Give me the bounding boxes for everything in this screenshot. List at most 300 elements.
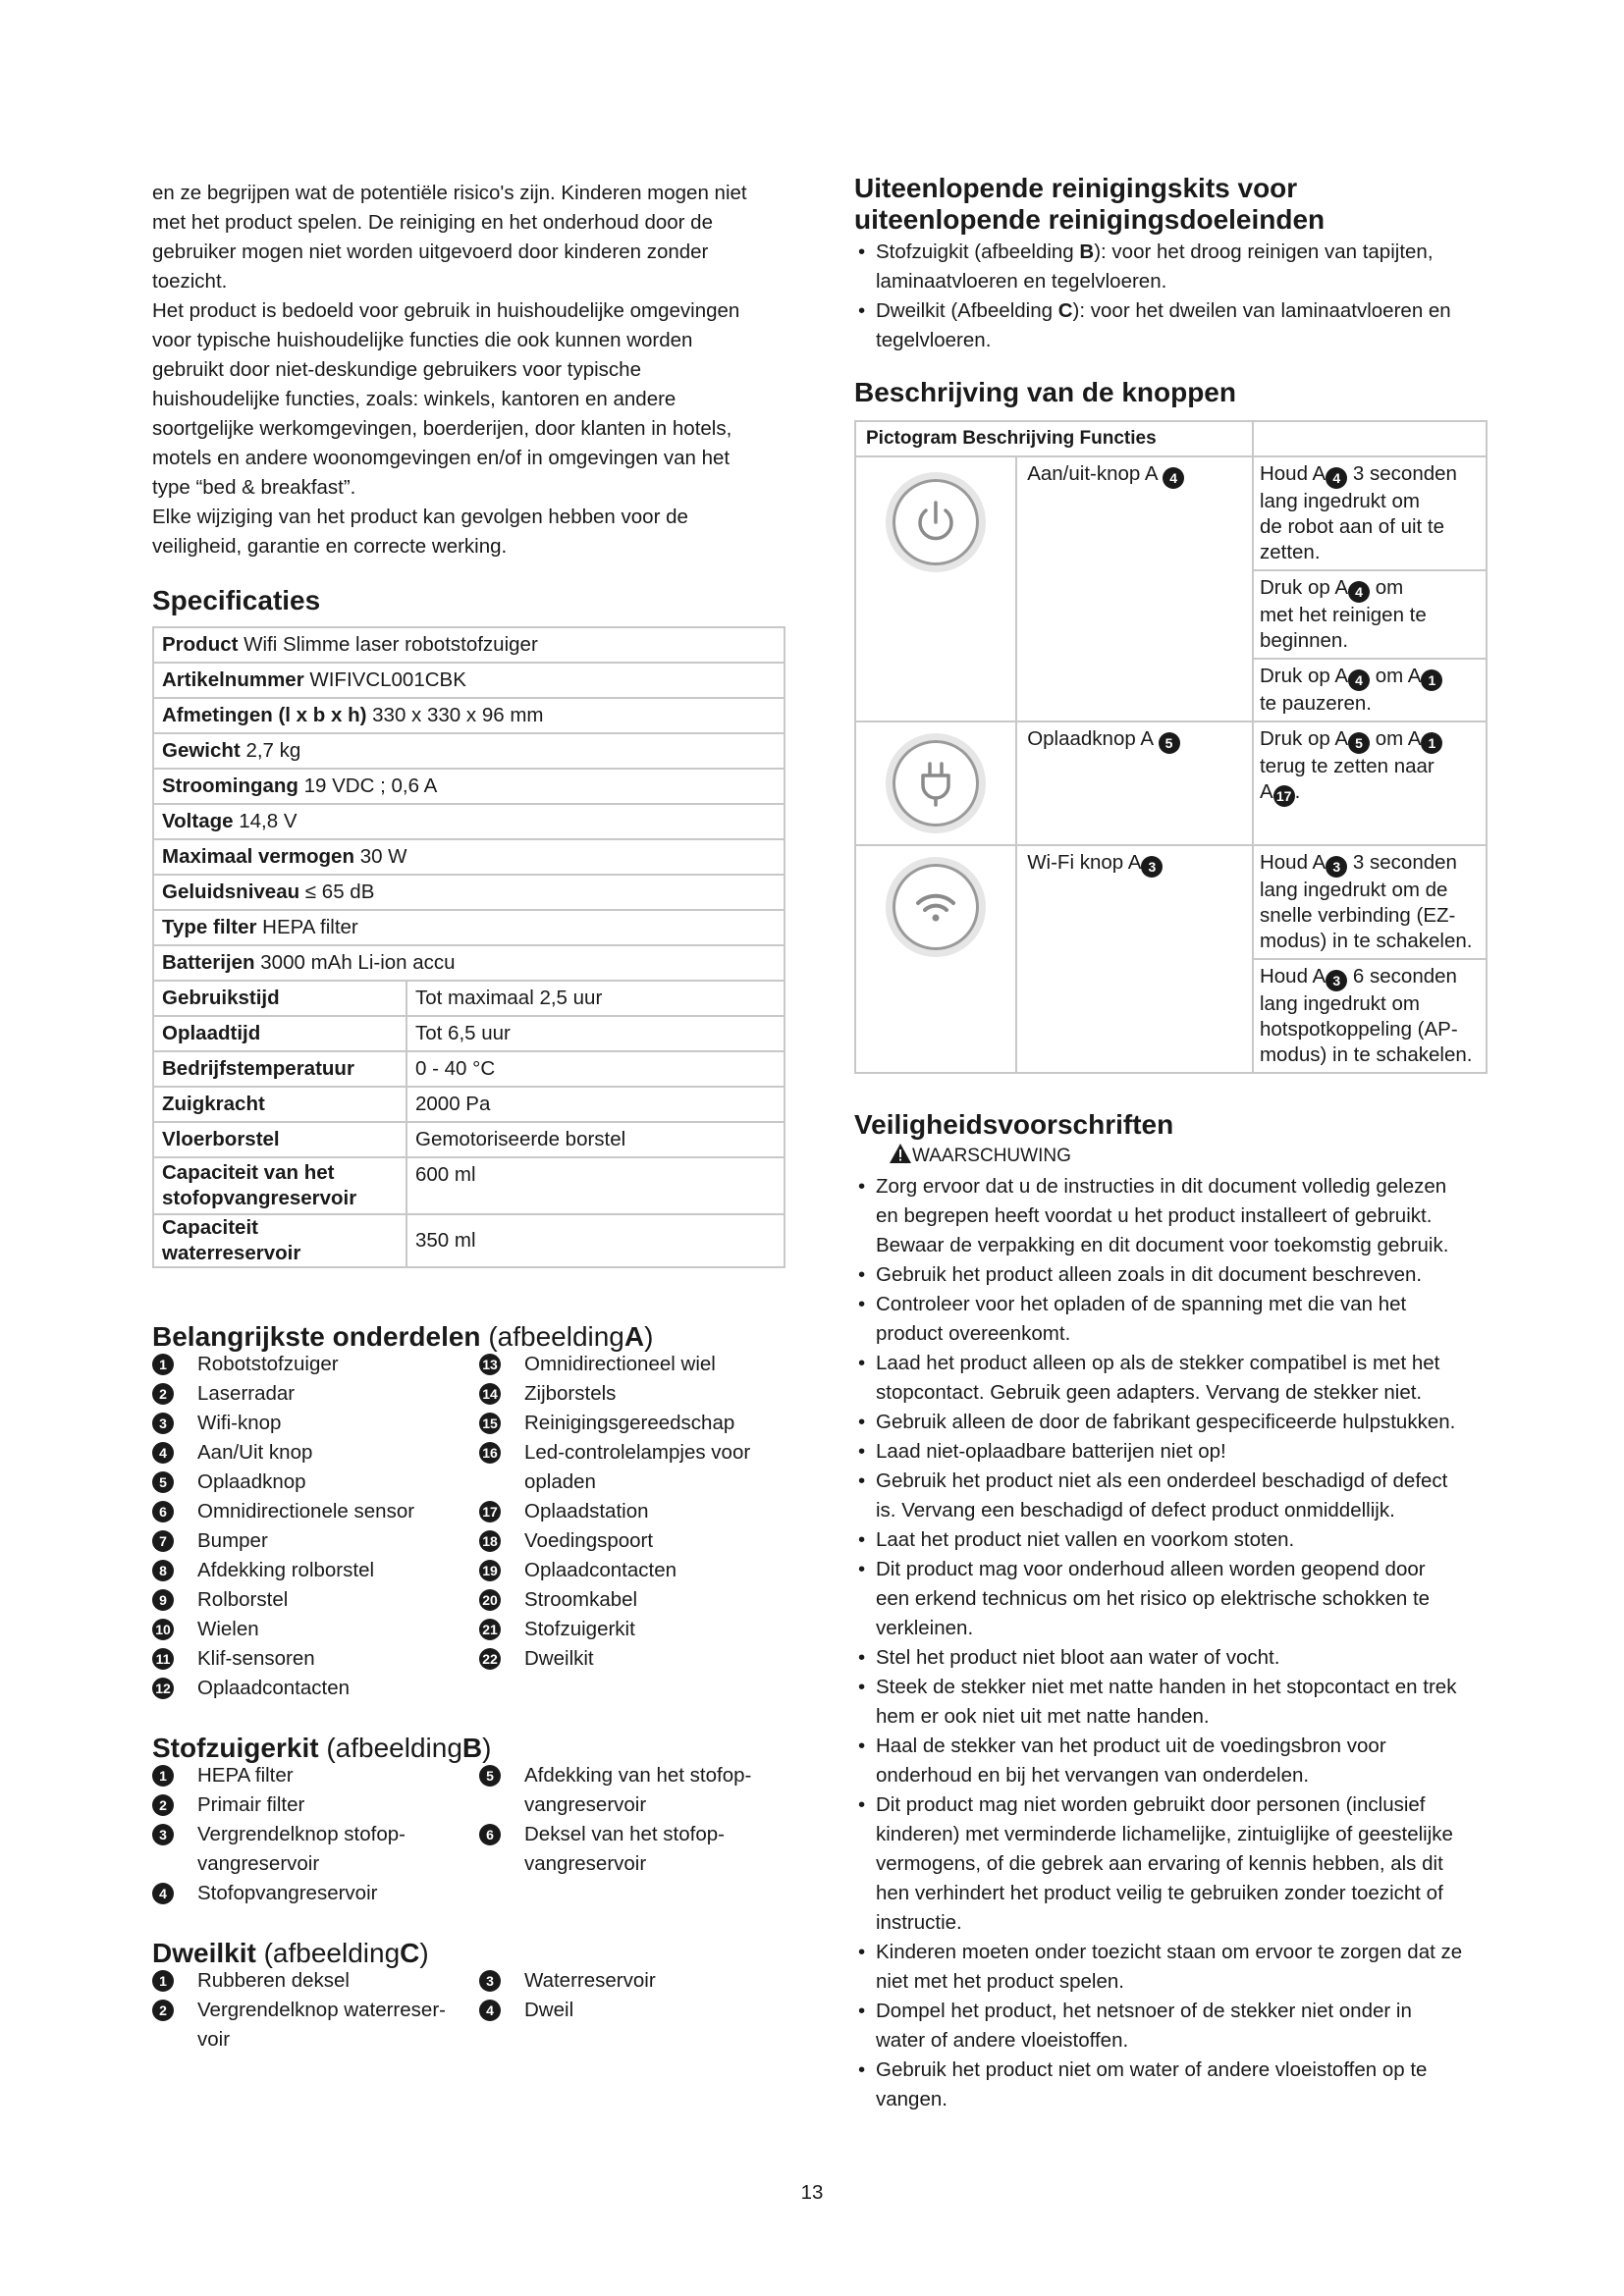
fn-text: te pauzeren. bbox=[1259, 692, 1372, 715]
kits-item-line2: laminaatvloeren en tegelvloeren. bbox=[876, 270, 1167, 293]
mopkit-suffix: (afbeelding bbox=[263, 1938, 401, 1968]
charge-plug-icon bbox=[893, 740, 979, 827]
list-item bbox=[152, 1879, 466, 1908]
list-item bbox=[152, 1966, 466, 1996]
button-function bbox=[1253, 959, 1487, 1073]
list-item bbox=[152, 1615, 466, 1644]
safety-line: Gebruik alleen de door de fabrikant gespecificeerde hulpstukken. bbox=[876, 1411, 1456, 1433]
safety-line: Kinderen moeten onder toezicht staan om ervoor te zorgen dat ze bbox=[876, 1941, 1463, 1963]
fn-num: 1 bbox=[1421, 732, 1442, 754]
page-number: 13 bbox=[800, 2181, 824, 2204]
list-item bbox=[479, 1761, 793, 1820]
buttons-table bbox=[854, 420, 1488, 1074]
item-label-cont: vangreservoir bbox=[524, 1852, 647, 1875]
item-number: 19 bbox=[479, 1560, 501, 1581]
list-item bbox=[479, 1996, 793, 2025]
item-label: Afdekking van het stofop- bbox=[524, 1764, 752, 1787]
list-item bbox=[152, 1761, 466, 1790]
kits-title-line2: uiteenlopende reinigingsdoeleinden bbox=[854, 204, 1326, 235]
spec-label: Vloerborstel bbox=[153, 1122, 406, 1157]
fn-text: 3 seconden bbox=[1347, 851, 1457, 874]
vacuumkit-list-right bbox=[479, 1761, 793, 1879]
safety-item bbox=[854, 1790, 1502, 1938]
fn-num: 4 bbox=[1348, 581, 1370, 603]
item-label: Omnidirectioneel wiel bbox=[524, 1353, 716, 1375]
item-label: Stroomkabel bbox=[524, 1588, 638, 1611]
list-item bbox=[479, 1526, 793, 1556]
fn-text: A bbox=[1259, 780, 1273, 803]
item-label: Rolborstel bbox=[197, 1588, 289, 1611]
spec-cell bbox=[153, 769, 785, 804]
mopkit-list-left bbox=[152, 1966, 466, 2055]
item-label: Oplaadcontacten bbox=[524, 1559, 677, 1581]
list-item bbox=[152, 1497, 466, 1526]
spec-label: Gebruikstijd bbox=[153, 981, 406, 1016]
safety-item bbox=[854, 1467, 1502, 1525]
button-name: Oplaadknop A bbox=[1027, 727, 1153, 750]
wifi-icon-cell bbox=[855, 845, 1016, 1073]
list-item bbox=[479, 1497, 793, 1526]
item-number: 3 bbox=[479, 1970, 501, 1992]
fn-text: lang ingedrukt om bbox=[1259, 992, 1420, 1015]
buttons-table-header-empty bbox=[1253, 421, 1487, 456]
button-function bbox=[1253, 845, 1487, 959]
charge-icon-cell bbox=[855, 721, 1016, 845]
fn-text: Houd A bbox=[1259, 462, 1326, 485]
list-item bbox=[479, 1379, 793, 1409]
safety-line: Controleer voor het opladen of de spanning met die van het bbox=[876, 1293, 1407, 1315]
item-label-cont: vangreservoir bbox=[197, 1852, 320, 1875]
item-number: 7 bbox=[152, 1530, 174, 1552]
safety-item bbox=[854, 1408, 1502, 1437]
item-label: Oplaadstation bbox=[524, 1500, 649, 1522]
intro-line: Elke wijziging van het product kan gevolgen hebben voor de bbox=[152, 506, 688, 528]
fn-text: snelle verbinding (EZ- bbox=[1259, 904, 1456, 927]
fn-text: met het reinigen te bbox=[1259, 604, 1427, 626]
fn-text: lang ingedrukt om bbox=[1259, 490, 1420, 512]
vacuumkit-heading bbox=[152, 1733, 491, 1764]
item-number: 21 bbox=[479, 1619, 501, 1640]
spec-row bbox=[153, 839, 785, 875]
safety-line: vangen. bbox=[876, 2088, 947, 2110]
list-item bbox=[479, 1966, 793, 1996]
spec-row bbox=[153, 663, 785, 698]
safety-line: Steek de stekker niet met natte handen in het stopcontact en trek bbox=[876, 1676, 1457, 1698]
mopkit-letter: C bbox=[400, 1938, 420, 1968]
list-item bbox=[152, 1790, 466, 1820]
spec-cell bbox=[153, 875, 785, 910]
item-number: 9 bbox=[152, 1589, 174, 1611]
spec-cell bbox=[153, 804, 785, 839]
item-label: Rubberen deksel bbox=[197, 1969, 350, 1992]
item-label: Aan/Uit knop bbox=[197, 1441, 313, 1464]
spec-value: Tot maximaal 2,5 uur bbox=[406, 981, 785, 1016]
safety-line: Gebruik het product niet als een onderdeel beschadigd of defect bbox=[876, 1469, 1448, 1492]
spec-row bbox=[153, 1087, 785, 1122]
safety-line: Dompel het product, het netsnoer of de stekker niet onder in bbox=[876, 2000, 1412, 2022]
power-icon-cell bbox=[855, 456, 1016, 721]
list-item bbox=[152, 1526, 466, 1556]
safety-item bbox=[854, 1997, 1502, 2056]
fn-text: modus) in te schakelen. bbox=[1259, 1043, 1473, 1066]
intro-line: gebruiker mogen niet worden uitgevoerd door kinderen zonder bbox=[152, 240, 709, 263]
safety-line: Zorg ervoor dat u de instructies in dit document volledig gelezen bbox=[876, 1175, 1447, 1198]
item-number: 2 bbox=[152, 1794, 174, 1816]
safety-line: Laad niet-oplaadbare batterijen niet op! bbox=[876, 1440, 1226, 1463]
specs-heading: Specificaties bbox=[152, 585, 321, 615]
item-label: Bumper bbox=[197, 1529, 268, 1552]
vacuumkit-letter: B bbox=[461, 1733, 483, 1763]
item-label: Afdekking rolborstel bbox=[197, 1559, 375, 1581]
safety-line: hem er ook niet uit met natte handen. bbox=[876, 1705, 1210, 1728]
vacuumkit-suffix: (afbeelding bbox=[326, 1733, 462, 1763]
kits-item-letter: C bbox=[1057, 299, 1073, 322]
spec-value: Gemotoriseerde borstel bbox=[406, 1122, 785, 1157]
spec-label: Capaciteit waterreservoir bbox=[153, 1214, 406, 1267]
item-number: 1 bbox=[152, 1765, 174, 1787]
intro-line: Het product is bedoeld voor gebruik in huishoudelijke omgevingen bbox=[152, 299, 740, 322]
list-item bbox=[152, 1350, 466, 1379]
item-label: Vergrendelknop waterreser- bbox=[197, 1999, 446, 2021]
fn-text: lang ingedrukt om de bbox=[1259, 879, 1448, 901]
item-label: HEPA filter bbox=[197, 1764, 294, 1787]
button-name-cell bbox=[1016, 721, 1253, 845]
spec-label: Artikelnummer bbox=[162, 668, 304, 691]
intro-line: voor typische huishoudelijke functies die ook kunnen worden bbox=[152, 329, 693, 351]
item-label-cont: voir bbox=[197, 2028, 231, 2051]
item-label: Primair filter bbox=[197, 1793, 305, 1816]
item-label: Vergrendelknop stofop- bbox=[197, 1823, 406, 1845]
item-number: 1 bbox=[152, 1970, 174, 1992]
safety-line: is. Vervang een beschadigd of defect product onmiddellijk. bbox=[876, 1499, 1395, 1522]
safety-line: Laat het product niet vallen en voorkom stoten. bbox=[876, 1528, 1295, 1551]
safety-line: vermogens, of die gebrek aan ervaring of kennis hebben, als dit bbox=[876, 1852, 1443, 1875]
kits-item-lead: Dweilkit (Afbeelding bbox=[876, 299, 1058, 322]
list-item bbox=[479, 1350, 793, 1379]
item-number: 6 bbox=[479, 1824, 501, 1845]
item-number: 3 bbox=[152, 1413, 174, 1434]
parts-suffix: (afbeelding bbox=[488, 1321, 624, 1352]
item-number: 5 bbox=[479, 1765, 501, 1787]
spec-label: Oplaadtijd bbox=[153, 1016, 406, 1051]
vacuumkit-list-left bbox=[152, 1761, 466, 1908]
spec-row bbox=[153, 1051, 785, 1087]
item-number: 20 bbox=[479, 1589, 501, 1611]
item-label: Wifi-knop bbox=[197, 1412, 282, 1434]
item-number: 17 bbox=[479, 1501, 501, 1522]
fn-num: 17 bbox=[1273, 785, 1295, 807]
safety-item bbox=[854, 1437, 1502, 1467]
kits-item-rest: ): voor het dweilen van laminaatvloeren en bbox=[1072, 299, 1451, 322]
item-label: Stofopvangreservoir bbox=[197, 1882, 378, 1904]
spec-value: 600 ml bbox=[406, 1157, 785, 1214]
list-item bbox=[152, 1674, 466, 1703]
intro-line: en ze begrijpen wat de potentiële risico's zijn. Kinderen mogen niet bbox=[152, 182, 747, 204]
safety-line: een erkend technicus om het risico op elektrische schokken te bbox=[876, 1587, 1431, 1610]
fn-num: 3 bbox=[1326, 856, 1347, 878]
spec-row bbox=[153, 769, 785, 804]
item-label: Stofzuigerkit bbox=[524, 1618, 635, 1640]
spec-value: Wifi Slimme laser robotstofzuiger bbox=[244, 633, 538, 656]
list-item bbox=[479, 1615, 793, 1644]
spec-label: Type filter bbox=[162, 916, 257, 938]
list-item bbox=[479, 1409, 793, 1438]
kits-item-rest: ): voor het droog reinigen van tapijten, bbox=[1094, 240, 1434, 263]
kits-item-line2: tegelvloeren. bbox=[876, 329, 992, 351]
spec-value: 14,8 V bbox=[239, 810, 298, 832]
safety-line: Stel het product niet bloot aan water of vocht. bbox=[876, 1646, 1280, 1669]
list-item bbox=[152, 1379, 466, 1409]
fn-num: 4 bbox=[1326, 467, 1347, 489]
intro-line: gebruikt door niet-deskundige gebruikers voor typische bbox=[152, 358, 641, 381]
spec-value: 2000 Pa bbox=[406, 1087, 785, 1122]
mopkit-list-right bbox=[479, 1966, 793, 2025]
fn-text: zetten. bbox=[1259, 541, 1321, 563]
mopkit-heading bbox=[152, 1938, 429, 1969]
safety-item bbox=[854, 1732, 1502, 1790]
button-name-cell bbox=[1016, 845, 1253, 1073]
safety-line: product overeenkomt. bbox=[876, 1322, 1071, 1345]
fn-text: hotspotkoppeling (AP- bbox=[1259, 1018, 1458, 1041]
button-num: 4 bbox=[1163, 467, 1184, 489]
button-num: 3 bbox=[1141, 856, 1163, 878]
item-number: 5 bbox=[152, 1471, 174, 1493]
list-item bbox=[152, 1468, 466, 1497]
spec-row bbox=[153, 1016, 785, 1051]
spec-row bbox=[153, 981, 785, 1016]
button-function bbox=[1253, 659, 1487, 721]
parts-list-left bbox=[152, 1350, 466, 1703]
button-function bbox=[1253, 570, 1487, 659]
safety-line: Haal de stekker van het product uit de voedingsbron voor bbox=[876, 1735, 1386, 1757]
safety-line: instructie. bbox=[876, 1911, 962, 1934]
spec-label: Capaciteit van het stofopvangreservoir bbox=[153, 1157, 406, 1214]
fn-text: om A bbox=[1370, 727, 1422, 750]
item-number: 10 bbox=[152, 1619, 174, 1640]
spec-value: Tot 6,5 uur bbox=[406, 1016, 785, 1051]
fn-text: 6 seconden bbox=[1347, 965, 1457, 988]
kits-item-letter: B bbox=[1079, 240, 1095, 263]
fn-text: Druk op A bbox=[1259, 665, 1348, 687]
vacuumkit-title: Stofzuigerkit bbox=[152, 1733, 319, 1763]
item-number: 14 bbox=[479, 1383, 501, 1405]
safety-list bbox=[854, 1172, 1502, 2114]
item-number: 6 bbox=[152, 1501, 174, 1522]
item-label: Oplaadknop bbox=[197, 1470, 306, 1493]
spec-label: Maximaal vermogen bbox=[162, 845, 354, 868]
intro-line: motels en andere woonomgevingen en/of in omgevingen van het bbox=[152, 447, 731, 469]
safety-line: en begrepen heeft voordat u het product installeert of gebruikt. bbox=[876, 1204, 1433, 1227]
item-label-cont: vangreservoir bbox=[524, 1793, 647, 1816]
item-label: Voedingspoort bbox=[524, 1529, 654, 1552]
warning-label bbox=[889, 1143, 1071, 1169]
safety-item bbox=[854, 1673, 1502, 1732]
parts-close: ) bbox=[644, 1321, 654, 1352]
item-number: 13 bbox=[479, 1354, 501, 1375]
wifi-icon bbox=[893, 864, 979, 950]
item-number: 3 bbox=[152, 1824, 174, 1845]
list-item bbox=[479, 1585, 793, 1615]
item-label: Omnidirectionele sensor bbox=[197, 1500, 415, 1522]
intro-line: huishoudelijke functies, zoals: winkels, kantoren en andere bbox=[152, 388, 677, 410]
button-name: Aan/uit-knop A bbox=[1027, 462, 1158, 485]
kits-item-lead: Stofzuigkit (afbeelding bbox=[876, 240, 1080, 263]
button-name: Wi-Fi knop A bbox=[1027, 851, 1142, 874]
item-number: 12 bbox=[152, 1678, 174, 1699]
list-item bbox=[479, 1644, 793, 1674]
intro-line: toezicht. bbox=[152, 270, 228, 293]
fn-text: Druk op A bbox=[1259, 576, 1348, 599]
spec-label: Batterijen bbox=[162, 951, 255, 974]
safety-line: hen verhindert het product veilig te gebruiken zonder toezicht of bbox=[876, 1882, 1443, 1904]
item-label: Oplaadcontacten bbox=[197, 1677, 351, 1699]
safety-line: onderhoud en bij het vervangen van onderdelen. bbox=[876, 1764, 1310, 1787]
safety-line: stopcontact. Gebruik geen adapters. Vervang de stekker niet. bbox=[876, 1381, 1423, 1404]
spec-row bbox=[153, 875, 785, 910]
warning-triangle-icon bbox=[889, 1143, 912, 1164]
safety-line: Laad het product alleen op als de stekker compatibel is met het bbox=[876, 1352, 1440, 1374]
intro-text bbox=[152, 179, 781, 561]
safety-line: Gebruik het product niet om water of andere vloeistoffen op te bbox=[876, 2058, 1428, 2081]
spec-row bbox=[153, 945, 785, 981]
safety-line: Bewaar de verpakking en dit document voor toekomstig gebruik. bbox=[876, 1234, 1449, 1256]
parts-title: Belangrijkste onderdelen bbox=[152, 1321, 481, 1352]
safety-line: kinderen) met verminderde lichamelijke, zintuiglijke of geestelijke bbox=[876, 1823, 1453, 1845]
spec-cell bbox=[153, 663, 785, 698]
spec-label: Bedrijfstemperatuur bbox=[153, 1051, 406, 1087]
intro-line: veiligheid, garantie en correcte werking. bbox=[152, 535, 508, 558]
spec-value: 330 x 330 x 96 mm bbox=[372, 704, 544, 726]
fn-text: om A bbox=[1370, 665, 1422, 687]
safety-item bbox=[854, 1525, 1502, 1555]
spec-label: Product bbox=[162, 633, 239, 656]
list-item bbox=[479, 1556, 793, 1585]
fn-num: 1 bbox=[1421, 669, 1442, 691]
spec-value: ≤ 65 dB bbox=[304, 881, 375, 903]
spec-label: Geluidsniveau bbox=[162, 881, 300, 903]
spec-cell bbox=[153, 945, 785, 981]
power-icon bbox=[893, 479, 979, 565]
item-number: 11 bbox=[152, 1648, 174, 1670]
item-number: 22 bbox=[479, 1648, 501, 1670]
fn-text: de robot aan of uit te bbox=[1259, 515, 1445, 538]
list-item bbox=[152, 1438, 466, 1468]
list-item bbox=[152, 1585, 466, 1615]
item-label: Led-controlelampjes voor bbox=[524, 1441, 751, 1464]
parts-letter: A bbox=[623, 1321, 645, 1352]
spec-row bbox=[153, 627, 785, 663]
spec-value: HEPA filter bbox=[262, 916, 358, 938]
safety-item bbox=[854, 1555, 1502, 1643]
safety-item bbox=[854, 1643, 1502, 1673]
fn-text: Houd A bbox=[1259, 851, 1326, 874]
spec-row bbox=[153, 1214, 785, 1267]
kits-item bbox=[854, 238, 1492, 296]
item-label: Dweil bbox=[524, 1999, 574, 2021]
spec-label: Stroomingang bbox=[162, 774, 298, 797]
item-number: 4 bbox=[152, 1442, 174, 1464]
spec-row bbox=[153, 1122, 785, 1157]
list-item bbox=[152, 1644, 466, 1674]
spec-value: 19 VDC ; 0,6 A bbox=[303, 774, 438, 797]
spec-value: WIFIVCL001CBK bbox=[309, 668, 466, 691]
item-number: 2 bbox=[152, 2000, 174, 2021]
item-label: Klif-sensoren bbox=[197, 1647, 315, 1670]
kits-item bbox=[854, 296, 1492, 355]
spec-value: 30 W bbox=[359, 845, 407, 868]
item-label-cont: opladen bbox=[524, 1470, 596, 1493]
mopkit-close: ) bbox=[419, 1938, 429, 1968]
kits-list bbox=[854, 238, 1492, 355]
spec-label: Zuigkracht bbox=[153, 1087, 406, 1122]
item-label: Deksel van het stofop- bbox=[524, 1823, 725, 1845]
spec-row bbox=[153, 804, 785, 839]
fn-text: Druk op A bbox=[1259, 727, 1348, 750]
spec-value: 0 - 40 °C bbox=[406, 1051, 785, 1087]
list-item bbox=[479, 1438, 793, 1497]
safety-line: Dit product mag voor onderhoud alleen worden geopend door bbox=[876, 1558, 1426, 1580]
list-item bbox=[152, 1409, 466, 1438]
safety-line: niet met het product spelen. bbox=[876, 1970, 1124, 1993]
specs-table bbox=[152, 626, 785, 1268]
safety-line: Dit product mag niet worden gebruikt door personen (inclusief bbox=[876, 1793, 1426, 1816]
fn-text: Houd A bbox=[1259, 965, 1326, 988]
item-number: 16 bbox=[479, 1442, 501, 1464]
spec-value: 3000 mAh Li-ion accu bbox=[260, 951, 456, 974]
spec-label: Voltage bbox=[162, 810, 234, 832]
spec-label: Afmetingen (l x b x h) bbox=[162, 704, 367, 726]
item-number: 8 bbox=[152, 1560, 174, 1581]
buttons-table-header: Pictogram Beschrijving Functies bbox=[855, 421, 1253, 456]
fn-num: 5 bbox=[1348, 732, 1370, 754]
item-label: Laserradar bbox=[197, 1382, 296, 1405]
safety-line: water of andere vloeistoffen. bbox=[876, 2029, 1129, 2052]
mopkit-title: Dweilkit bbox=[152, 1938, 256, 1968]
spec-row bbox=[153, 1157, 785, 1214]
spec-cell bbox=[153, 698, 785, 733]
fn-text: terug te zetten naar bbox=[1259, 755, 1435, 777]
button-name-cell bbox=[1016, 456, 1253, 721]
fn-text: om bbox=[1370, 576, 1404, 599]
parts-list-right bbox=[479, 1350, 793, 1674]
spec-cell bbox=[153, 627, 785, 663]
spec-row bbox=[153, 698, 785, 733]
safety-item bbox=[854, 1172, 1502, 1260]
intro-line: soortgelijke werkomgevingen, boerderijen, door klanten in hotels, bbox=[152, 417, 732, 440]
spec-label: Gewicht bbox=[162, 739, 241, 762]
item-label: Reinigingsgereedschap bbox=[524, 1412, 735, 1434]
button-function bbox=[1253, 456, 1487, 570]
vacuumkit-close: ) bbox=[482, 1733, 492, 1763]
safety-heading: Veiligheidsvoorschriften bbox=[854, 1109, 1174, 1140]
kits-heading bbox=[854, 173, 1325, 236]
item-number: 15 bbox=[479, 1413, 501, 1434]
item-number: 4 bbox=[152, 1883, 174, 1904]
item-number: 4 bbox=[479, 2000, 501, 2021]
spec-value: 350 ml bbox=[406, 1214, 785, 1267]
list-item bbox=[152, 1556, 466, 1585]
safety-item bbox=[854, 1938, 1502, 1997]
item-label: Wielen bbox=[197, 1618, 259, 1640]
item-label: Zijborstels bbox=[524, 1382, 617, 1405]
fn-text: modus) in te schakelen. bbox=[1259, 930, 1473, 952]
safety-item bbox=[854, 2056, 1502, 2114]
item-label: Dweilkit bbox=[524, 1647, 594, 1670]
item-number: 2 bbox=[152, 1383, 174, 1405]
item-label: Robotstofzuiger bbox=[197, 1353, 339, 1375]
button-num: 5 bbox=[1159, 732, 1180, 754]
safety-line: verkleinen. bbox=[876, 1617, 974, 1639]
